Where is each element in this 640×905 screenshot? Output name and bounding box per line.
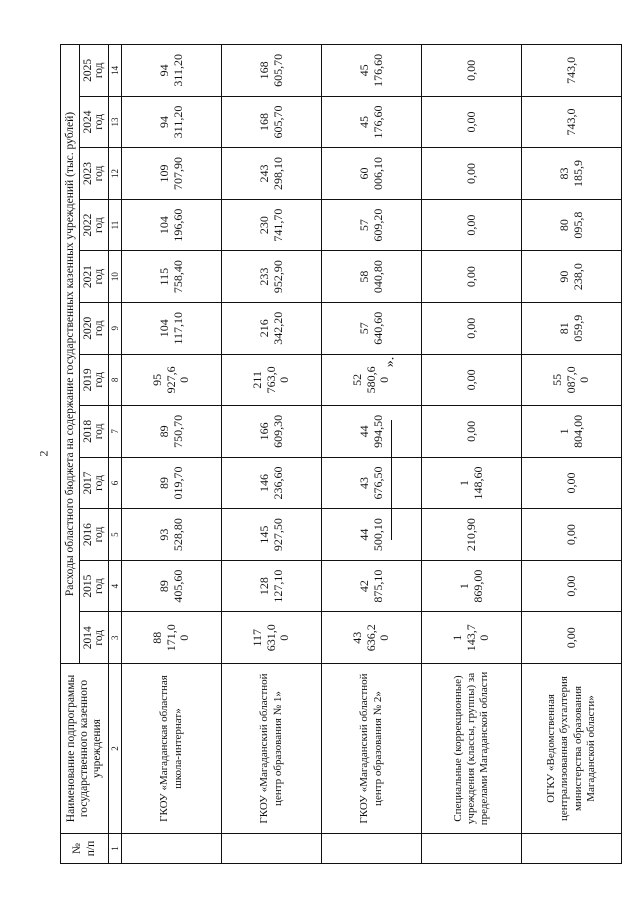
expense-value: 233 952,90 bbox=[222, 251, 322, 303]
expense-value: 89 019,70 bbox=[122, 457, 222, 509]
expense-value: 743,0 bbox=[522, 45, 622, 97]
table-row bbox=[322, 45, 422, 864]
expense-value: 210,90 bbox=[422, 509, 522, 561]
table-row bbox=[522, 45, 622, 864]
expense-value: 58 040,80 bbox=[322, 251, 422, 303]
expense-value: 0,00 bbox=[422, 148, 522, 200]
column-number: 14 bbox=[109, 45, 122, 97]
column-number: 12 bbox=[109, 148, 122, 200]
column-number: 4 bbox=[109, 560, 122, 612]
expense-value: 0,00 bbox=[422, 302, 522, 354]
expenses-table bbox=[60, 44, 622, 864]
row-number-cell bbox=[522, 834, 622, 864]
expense-value: 145 927,50 bbox=[222, 509, 322, 561]
signature-line bbox=[391, 420, 392, 540]
expense-value: 104 117,10 bbox=[122, 302, 222, 354]
expense-value: 89 750,70 bbox=[122, 406, 222, 458]
expense-value: 1 148,60 bbox=[422, 457, 522, 509]
expense-value: 743,0 bbox=[522, 96, 622, 148]
expense-value: 0,00 bbox=[422, 354, 522, 406]
column-number: 13 bbox=[109, 96, 122, 148]
expense-value: 42 875,10 bbox=[322, 560, 422, 612]
year-header: 2024 год bbox=[80, 96, 109, 148]
expense-value: 55 087,0 0 bbox=[522, 354, 622, 406]
row-number-cell bbox=[122, 834, 222, 864]
year-header: 2016 год bbox=[80, 509, 109, 561]
expense-value: 0,00 bbox=[522, 612, 622, 664]
expenses-title: Расходы областного бюджета на содержание государственных казенных учреждений (тыс. рублей) bbox=[61, 45, 80, 664]
institution-name: ГКОУ «Магаданский областной центр образования № 2» bbox=[322, 664, 422, 834]
expense-value: 52 580,6 0 bbox=[322, 354, 422, 406]
year-header: 2019 год bbox=[80, 354, 109, 406]
expense-value: 88 171,0 0 bbox=[122, 612, 222, 664]
expense-value: 146 236,60 bbox=[222, 457, 322, 509]
institution-name: ОГКУ «Ведомственная централизованная бухгалтерия министерства образования Магаданской области» bbox=[522, 664, 622, 834]
expense-value: 0,00 bbox=[422, 406, 522, 458]
expense-value: 80 095,8 bbox=[522, 199, 622, 251]
table-row bbox=[222, 45, 322, 864]
expense-value: 83 185,9 bbox=[522, 148, 622, 200]
institution-name: Специальные (коррекционные) учреждения (классы, группы) за пределами Магаданской области bbox=[422, 664, 522, 834]
expense-value: 128 127,10 bbox=[222, 560, 322, 612]
expense-value: 0,00 bbox=[422, 45, 522, 97]
year-header: 2015 год bbox=[80, 560, 109, 612]
column-number: 1 bbox=[109, 834, 122, 864]
expense-value: 45 176,60 bbox=[322, 45, 422, 97]
expense-value: 166 609,30 bbox=[222, 406, 322, 458]
expense-value: 168 605,70 bbox=[222, 45, 322, 97]
expense-value: 211 763,0 0 bbox=[222, 354, 322, 406]
col-name-header: Наименование подпрограммы государственного казенного учреждения bbox=[61, 664, 109, 834]
column-number: 2 bbox=[109, 664, 122, 834]
page-number: 2 bbox=[36, 450, 51, 457]
expense-value: 95 927,6 0 bbox=[122, 354, 222, 406]
expense-value: 45 176,60 bbox=[322, 96, 422, 148]
expense-value: 115 758,40 bbox=[122, 251, 222, 303]
expense-value: 168 605,70 bbox=[222, 96, 322, 148]
year-header: 2018 год bbox=[80, 406, 109, 458]
year-header: 2017 год bbox=[80, 457, 109, 509]
expense-value: 0,00 bbox=[422, 96, 522, 148]
institution-name: ГКОУ «Магаданская областная школа-интернат» bbox=[122, 664, 222, 834]
table-row bbox=[122, 45, 222, 864]
expense-value: 94 311,20 bbox=[122, 96, 222, 148]
row-number-cell bbox=[322, 834, 422, 864]
expense-value: 44 994,50 bbox=[322, 406, 422, 458]
table-row bbox=[422, 45, 522, 864]
expense-value: 117 631,0 0 bbox=[222, 612, 322, 664]
column-number: 6 bbox=[109, 457, 122, 509]
column-number: 5 bbox=[109, 509, 122, 561]
expense-value: 89 405,60 bbox=[122, 560, 222, 612]
expense-value: 0,00 bbox=[522, 457, 622, 509]
expense-value: 109 707,90 bbox=[122, 148, 222, 200]
expense-value: 60 006,10 bbox=[322, 148, 422, 200]
column-number: 11 bbox=[109, 199, 122, 251]
expense-value: 57 609,20 bbox=[322, 199, 422, 251]
expense-value: 243 298,10 bbox=[222, 148, 322, 200]
expense-value: 57 640,60 bbox=[322, 302, 422, 354]
expense-value: 94 311,20 bbox=[122, 45, 222, 97]
expense-value: 0,00 bbox=[422, 199, 522, 251]
expense-value: 1 869,00 bbox=[422, 560, 522, 612]
year-header: 2025 год bbox=[80, 45, 109, 97]
expense-value: 230 741,70 bbox=[222, 199, 322, 251]
expense-value: 43 636,2 0 bbox=[322, 612, 422, 664]
expense-value: 216 342,20 bbox=[222, 302, 322, 354]
year-header: 2023 год bbox=[80, 148, 109, 200]
expense-value: 0,00 bbox=[522, 509, 622, 561]
expense-value: 1 143,7 0 bbox=[422, 612, 522, 664]
expense-value: 44 500,10 bbox=[322, 509, 422, 561]
column-number: 10 bbox=[109, 251, 122, 303]
rotated-table-block bbox=[60, 44, 624, 864]
col-num-header: № п/п bbox=[61, 834, 109, 864]
expense-value: 93 528,80 bbox=[122, 509, 222, 561]
institution-name: ГКОУ «Магаданский областной центр образования № 1» bbox=[222, 664, 322, 834]
year-header: 2021 год bbox=[80, 251, 109, 303]
column-number: 7 bbox=[109, 406, 122, 458]
expense-value: 0,00 bbox=[522, 560, 622, 612]
year-header: 2014 год bbox=[80, 612, 109, 664]
row-number-cell bbox=[222, 834, 322, 864]
expense-value: 0,00 bbox=[422, 251, 522, 303]
column-number: 8 bbox=[109, 354, 122, 406]
closing-quote-mark: ». bbox=[382, 356, 398, 368]
expense-value: 81 059,9 bbox=[522, 302, 622, 354]
column-number: 9 bbox=[109, 302, 122, 354]
year-header: 2020 год bbox=[80, 302, 109, 354]
expense-value: 43 676,50 bbox=[322, 457, 422, 509]
year-header: 2022 год bbox=[80, 199, 109, 251]
expense-value: 1 804,00 bbox=[522, 406, 622, 458]
expense-value: 90 238,0 bbox=[522, 251, 622, 303]
column-number: 3 bbox=[109, 612, 122, 664]
row-number-cell bbox=[422, 834, 522, 864]
expense-value: 104 196,60 bbox=[122, 199, 222, 251]
